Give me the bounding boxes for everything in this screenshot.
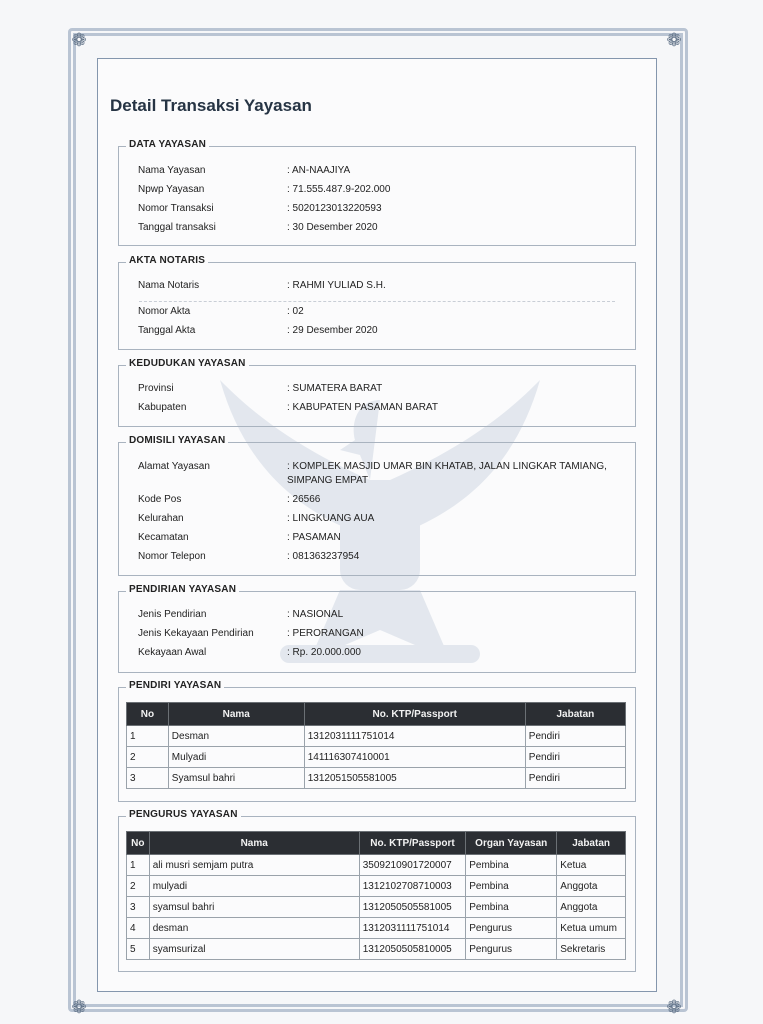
pendiri-table xyxy=(126,702,626,789)
table-row xyxy=(127,876,626,897)
cell: 5 xyxy=(127,939,150,960)
table-row xyxy=(127,918,626,939)
cell: 1 xyxy=(127,855,150,876)
field-value: : 71.555.487.9-202.000 xyxy=(287,184,391,195)
field-value: : 29 Desember 2020 xyxy=(287,325,378,336)
field-value: : 081363237954 xyxy=(287,551,360,562)
field-value: : Rp. 20.000.000 xyxy=(287,647,361,658)
field-value: : SUMATERA BARAT xyxy=(287,383,383,394)
page-title: Detail Transaksi Yayasan xyxy=(110,96,312,115)
cell: 3509210901720007 xyxy=(359,855,465,876)
column-header: Nama xyxy=(149,832,359,855)
cell: 3 xyxy=(127,768,169,789)
field-label: Nomor Telepon xyxy=(138,551,206,562)
cell: Desman xyxy=(168,726,304,747)
cell: Pendiri xyxy=(525,768,625,789)
corner-ornament-icon: ❁ xyxy=(666,30,682,50)
field-value: : PERORANGAN xyxy=(287,628,364,639)
cell: Pengurus xyxy=(466,918,557,939)
cell: 2 xyxy=(127,747,169,768)
cell: ali musri semjam putra xyxy=(149,855,359,876)
corner-ornament-icon: ❁ xyxy=(71,997,87,1017)
cell: 141116307410001 xyxy=(304,747,525,768)
section-akta-notaris xyxy=(118,255,636,350)
field-label: Npwp Yayasan xyxy=(138,184,205,195)
table-row xyxy=(127,726,626,747)
cell: 4 xyxy=(127,918,150,939)
cell: Pembina xyxy=(466,876,557,897)
column-header: No xyxy=(127,832,150,855)
cell: 1312102708710003 xyxy=(359,876,465,897)
table-row xyxy=(127,768,626,789)
field-value: : PASAMAN xyxy=(287,532,341,543)
cell: Pembina xyxy=(466,897,557,918)
table-row xyxy=(127,855,626,876)
field-value: : 02 xyxy=(287,306,304,317)
field-value: : KABUPATEN PASAMAN BARAT xyxy=(287,402,438,413)
cell: Sekretaris xyxy=(557,939,626,960)
cell: 1312051505581005 xyxy=(304,768,525,789)
field-label: Kabupaten xyxy=(138,402,187,413)
cell: Anggota xyxy=(557,897,626,918)
field-label: Kelurahan xyxy=(138,513,184,524)
field-label: Kecamatan xyxy=(138,532,189,543)
cell: Mulyadi xyxy=(168,747,304,768)
field-label: Nomor Akta xyxy=(138,306,191,317)
field-label: Tanggal Akta xyxy=(138,325,196,336)
field-value: : KOMPLEK MASJID UMAR BIN KHATAB, JALAN LINGKAR TAMIANG, SIMPANG EMPAT xyxy=(287,461,607,486)
cell: Anggota xyxy=(557,876,626,897)
section-heading: DOMISILI YAYASAN xyxy=(126,435,228,446)
table-header-row xyxy=(127,832,626,855)
table-row xyxy=(127,939,626,960)
section-heading: PENGURUS YAYASAN xyxy=(126,809,241,820)
field-label: Alamat Yayasan xyxy=(138,461,210,472)
table-row xyxy=(127,897,626,918)
section-data-yayasan xyxy=(118,139,636,246)
corner-ornament-icon: ❁ xyxy=(666,997,682,1017)
field-value: : NASIONAL xyxy=(287,609,344,620)
field-label: Nama Notaris xyxy=(138,280,200,291)
section-heading: PENDIRIAN YAYASAN xyxy=(126,584,239,595)
column-header: No. KTP/Passport xyxy=(359,832,465,855)
column-header: Organ Yayasan xyxy=(466,832,557,855)
cell: 3 xyxy=(127,897,150,918)
cell: Ketua xyxy=(557,855,626,876)
section-heading: KEDUDUKAN YAYASAN xyxy=(126,358,249,369)
table-header-row xyxy=(127,703,626,726)
field-value: : RAHMI YULIAD S.H. xyxy=(287,280,386,291)
field-label: Kekayaan Awal xyxy=(138,647,207,658)
field-value: : 30 Desember 2020 xyxy=(287,222,378,233)
field-label: Tanggal transaksi xyxy=(138,222,216,233)
cell: syamsurizal xyxy=(149,939,359,960)
cell: Pendiri xyxy=(525,747,625,768)
cell: 1312031111751014 xyxy=(359,918,465,939)
column-header: Jabatan xyxy=(525,703,625,726)
section-heading: AKTA NOTARIS xyxy=(126,255,208,266)
section-pendirian-yayasan xyxy=(118,584,636,673)
field-value: : AN-NAAJIYA xyxy=(287,165,351,176)
cell: Pembina xyxy=(466,855,557,876)
column-header: Nama xyxy=(168,703,304,726)
cell: desman xyxy=(149,918,359,939)
field-label: Jenis Pendirian xyxy=(138,609,207,620)
divider xyxy=(139,301,615,302)
cell: Pendiri xyxy=(525,726,625,747)
section-heading: DATA YAYASAN xyxy=(126,139,209,150)
cell: 1312050505581005 xyxy=(359,897,465,918)
section-kedudukan-yayasan xyxy=(118,358,636,427)
cell: 1312050505810005 xyxy=(359,939,465,960)
field-value: : 26566 xyxy=(287,494,321,505)
cell: Ketua umum xyxy=(557,918,626,939)
cell: Syamsul bahri xyxy=(168,768,304,789)
field-label: Jenis Kekayaan Pendirian xyxy=(138,628,254,639)
field-label: Provinsi xyxy=(138,383,174,394)
cell: 1312031111751014 xyxy=(304,726,525,747)
field-label: Nama Yayasan xyxy=(138,165,206,176)
cell: 2 xyxy=(127,876,150,897)
field-label: Kode Pos xyxy=(138,494,182,505)
cell: syamsul bahri xyxy=(149,897,359,918)
section-domisili-yayasan xyxy=(118,435,636,576)
column-header: No. KTP/Passport xyxy=(304,703,525,726)
section-heading: PENDIRI YAYASAN xyxy=(126,680,224,691)
cell: 1 xyxy=(127,726,169,747)
cell: mulyadi xyxy=(149,876,359,897)
field-value: : LINGKUANG AUA xyxy=(287,513,375,524)
column-header: No xyxy=(127,703,169,726)
cell: Pengurus xyxy=(466,939,557,960)
column-header: Jabatan xyxy=(557,832,626,855)
corner-ornament-icon: ❁ xyxy=(71,30,87,50)
field-label: Nomor Transaksi xyxy=(138,203,214,214)
field-value: : 5020123013220593 xyxy=(287,203,382,214)
table-row xyxy=(127,747,626,768)
pengurus-table xyxy=(126,831,626,960)
